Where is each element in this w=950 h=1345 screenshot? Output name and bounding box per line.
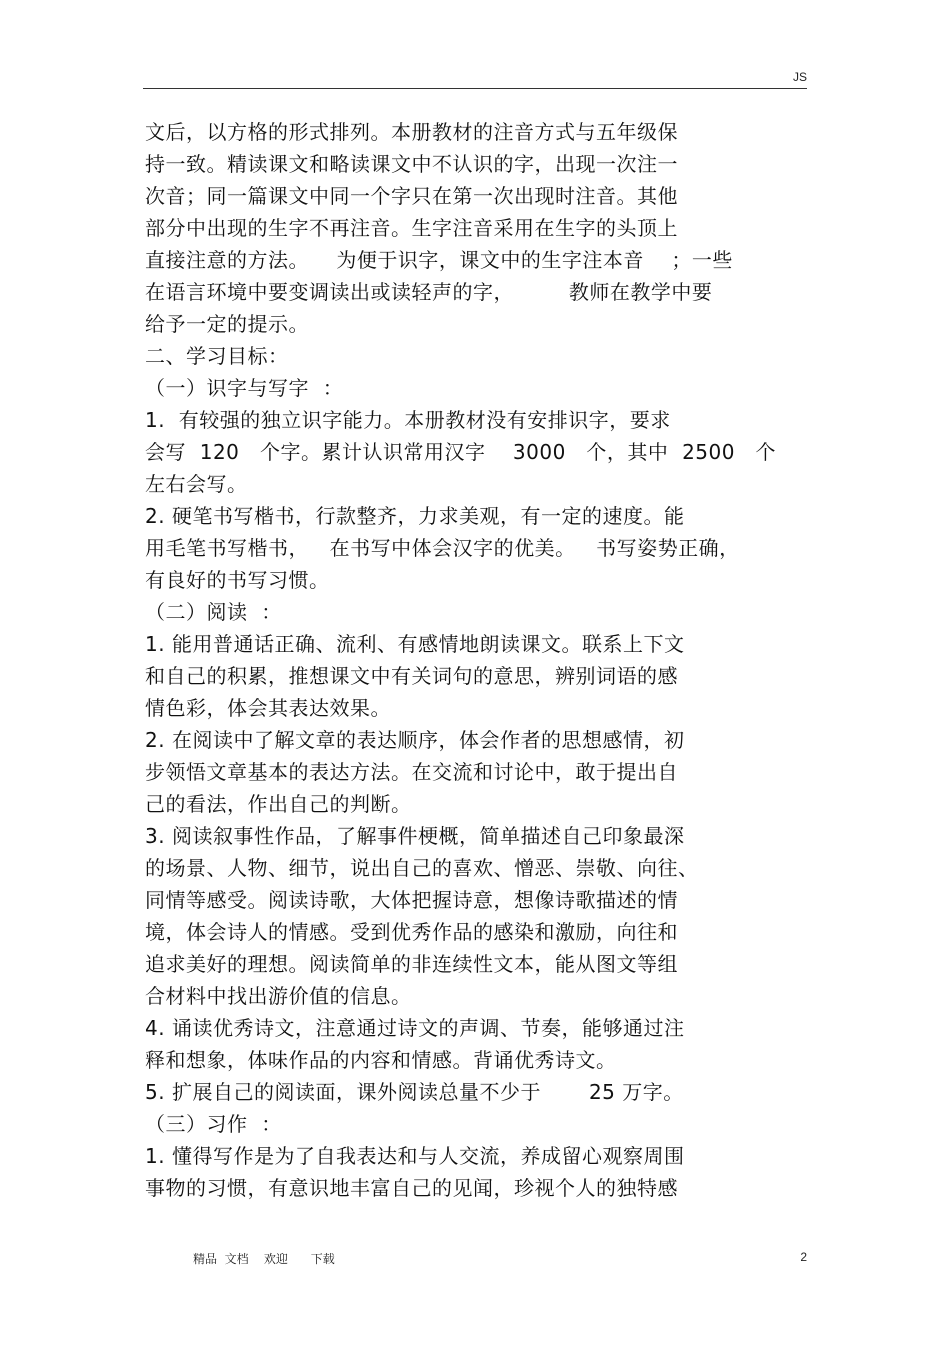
body-line: 步领悟文章基本的表达方法。在交流和讨论中，敢于提出自 [145,760,678,784]
body-line: 3. 阅读叙事性作品，了解事件梗概，简单描述自己印象最深 [145,824,685,848]
subsection-heading: （三）习作 ： [145,1112,282,1136]
section-heading: 二、学习目标： [145,344,289,368]
page-number: 2 [800,1250,807,1264]
footer-text: 精品 文档 欢迎 下载 [193,1252,335,1266]
body-line: 直接注意的方法。 为便于识字，课文中的生字注本音 ；一些 [145,248,733,272]
body-line: 在语言环境中要变调读出或读轻声的字， 教师在教学中要 [145,280,713,304]
body-line: 释和想象，体味作品的内容和情感。背诵优秀诗文。 [145,1048,617,1072]
body-line: 会写 120 个字。累计认识常用汉字 3000 个，其中 2500 个 [145,440,777,464]
body-line: 文后，以方格的形式排列。本册教材的注音方式与五年级保 [145,120,678,144]
body-line: 给予一定的提示。 [145,312,309,336]
body-line: 4. 诵读优秀诗文，注意通过诗文的声调、节奏，能够通过注 [145,1016,685,1040]
body-line: 情色彩，体会其表达效果。 [145,696,391,720]
body-line: 事物的习惯，有意识地丰富自己的见闻，珍视个人的独特感 [145,1176,678,1200]
subsection-heading: （二）阅读 ： [145,600,282,624]
header-rule [143,88,807,89]
body-line: 用毛笔书写楷书， 在书写中体会汉字的优美。 书写姿势正确， [145,536,740,560]
document-body [145,116,815,1204]
body-line: 1. 能用普通话正确、流利、有感情地朗读课文。联系上下文 [145,632,685,656]
body-line: 部分中出现的生字不再注音。生字注音采用在生字的头顶上 [145,216,678,240]
body-line: 5. 扩展自己的阅读面，课外阅读总量不少于 25 万字。 [145,1080,684,1104]
body-line: 的场景、人物、细节，说出自己的喜欢、憎恶、崇敬、向往、 [145,856,699,880]
body-line: 合材料中找出游价值的信息。 [145,984,412,1008]
body-line: 持一致。精读课文和略读课文中不认识的字，出现一次注一 [145,152,678,176]
body-line: 有良好的书写习惯。 [145,568,330,592]
subsection-heading: （一）识字与写字 ： [145,376,344,400]
body-line: 1. 有较强的独立识字能力。本册教材没有安排识字，要求 [145,408,671,432]
body-line: 2. 硬笔书写楷书，行款整齐，力求美观，有一定的速度。能 [145,504,685,528]
body-line: 己的看法，作出自己的判断。 [145,792,412,816]
body-line: 和自己的积累，推想课文中有关词句的意思，辨别词语的感 [145,664,678,688]
header-label: JS [792,70,807,84]
body-line: 1. 懂得写作是为了自我表达和与人交流，养成留心观察周围 [145,1144,685,1168]
body-line: 次音；同一篇课文中同一个字只在第一次出现时注音。其他 [145,184,678,208]
body-line: 左右会写。 [145,472,248,496]
body-line: 2. 在阅读中了解文章的表达顺序，体会作者的思想感情，初 [145,728,685,752]
body-line: 境，体会诗人的情感。受到优秀作品的感染和激励，向往和 [145,920,678,944]
body-line: 追求美好的理想。阅读简单的非连续性文本，能从图文等组 [145,952,678,976]
body-line: 同情等感受。阅读诗歌，大体把握诗意，想像诗歌描述的情 [145,888,678,912]
